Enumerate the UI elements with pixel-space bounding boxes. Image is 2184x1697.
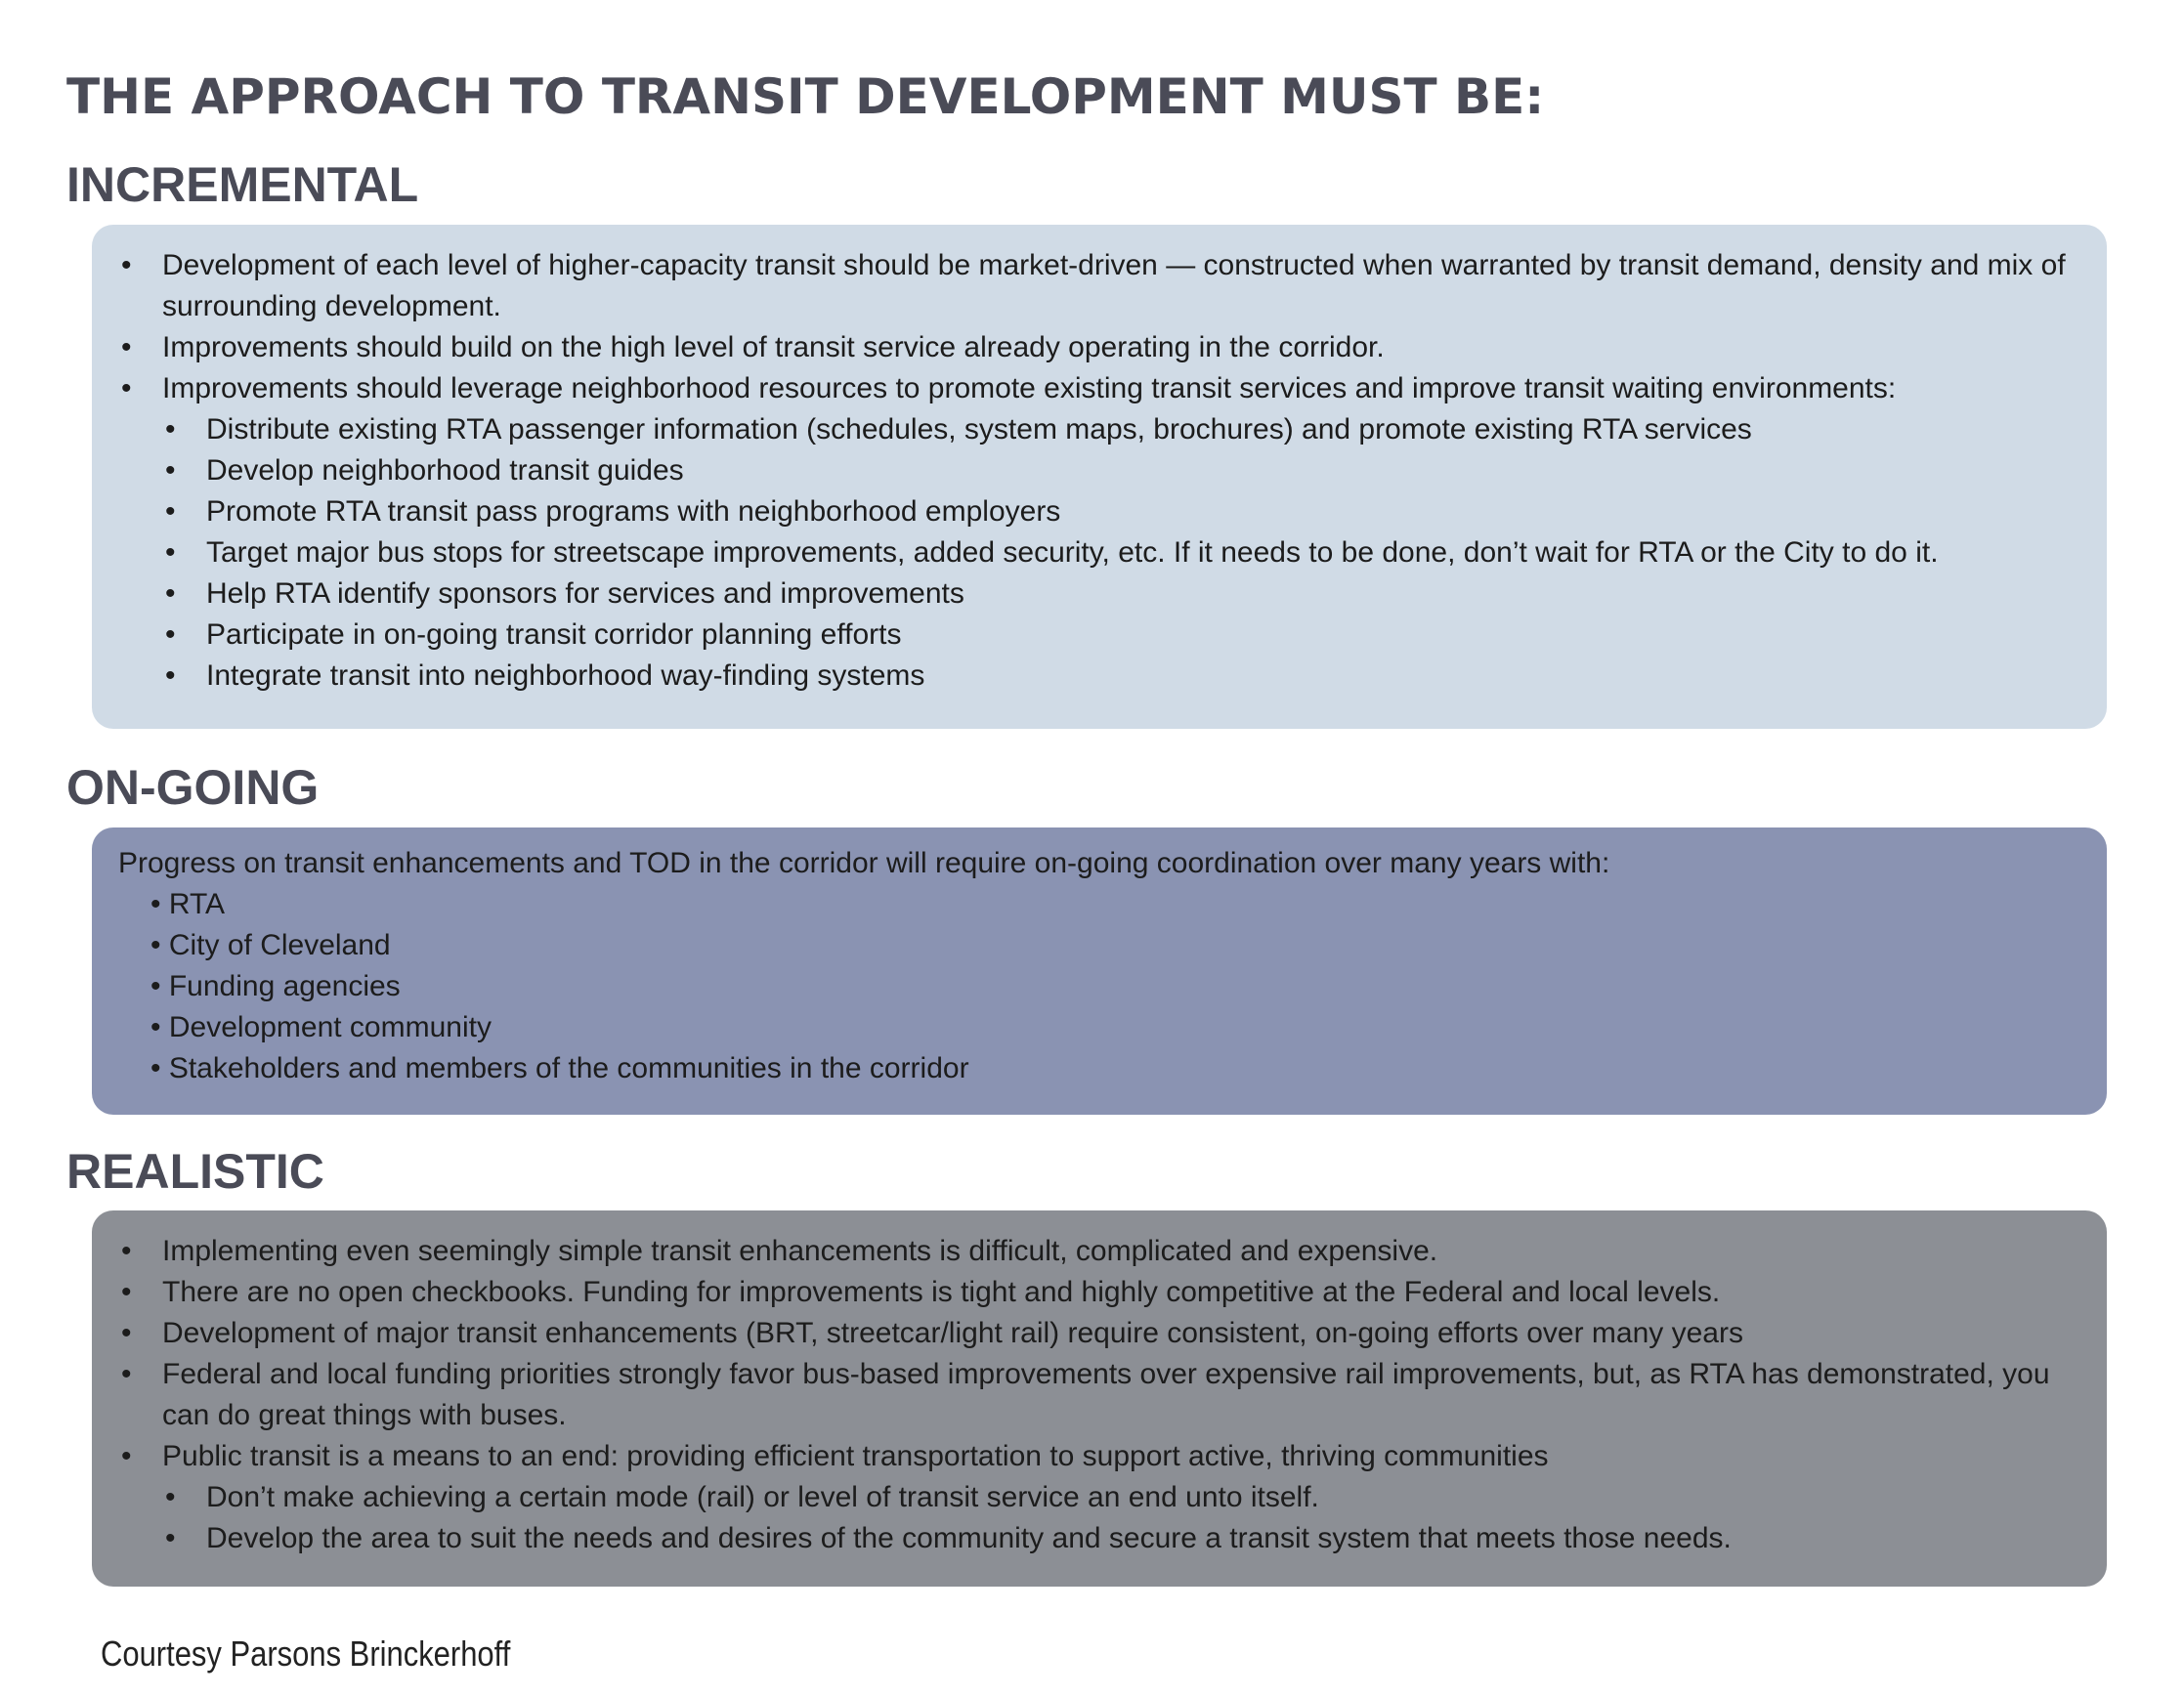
ongoing-list-item: • Development community [150, 1011, 492, 1043]
bullet-icon: • [165, 495, 176, 528]
ongoing-list [150, 884, 969, 1089]
list-item-text: There are no open checkbooks. Funding for improvements is tight and highly competitive at the Federal and local levels. [162, 1276, 1721, 1308]
section-heading-realistic: REALISTIC [66, 1144, 324, 1199]
bullet-icon: • [121, 1276, 132, 1308]
incremental-list-item [92, 491, 2095, 532]
realistic-list-item [92, 1477, 2095, 1518]
ongoing-list-item: • Funding agencies [150, 970, 401, 1002]
bullet-icon: • [121, 372, 132, 404]
list-item-text: Public transit is a means to an end: providing efficient transportation to support active, thriving communities [162, 1440, 1549, 1472]
bullet-icon: • [165, 618, 176, 651]
incremental-list-item [92, 450, 2095, 491]
incremental-list-item [92, 573, 2095, 615]
ongoing-intro: Progress on transit enhancements and TOD in the corridor will require on-going coordination over many years with: [118, 847, 1610, 879]
realistic-list-item [92, 1436, 2095, 1477]
list-item-text: Implementing even seemingly simple transit enhancements is difficult, complicated and expensive. [162, 1235, 1438, 1267]
list-item-text: Development of major transit enhancements (BRT, streetcar/light rail) require consistent, on-going efforts over many years [162, 1317, 1743, 1349]
ongoing-list-item: • Stakeholders and members of the communities in the corridor [150, 1052, 969, 1084]
bullet-icon: • [165, 454, 176, 487]
realistic-list [121, 1231, 2095, 1559]
realistic-list-item [92, 1272, 2095, 1313]
ongoing-list-item: • City of Cleveland [150, 929, 391, 961]
bullet-icon: • [121, 1317, 132, 1349]
list-item-text: Promote RTA transit pass programs with neighborhood employers [206, 495, 1061, 528]
list-item-text: Development of each level of higher-capacity transit should be market-driven — constructed when warranted by transit demand, density and mix of surrounding development. [162, 249, 2066, 322]
realistic-list-item [92, 1231, 2095, 1272]
ongoing-panel [92, 827, 2107, 1115]
list-item-text: Target major bus stops for streetscape improvements, added security, etc. If it needs to be done, don’t wait for RTA or the City to do it. [206, 536, 1939, 569]
realistic-panel [92, 1210, 2107, 1587]
realistic-list-item [92, 1518, 2095, 1559]
list-item-text: Participate in on-going transit corridor planning efforts [206, 618, 902, 651]
incremental-list [121, 245, 2095, 697]
realistic-list-item [92, 1354, 2095, 1436]
bullet-icon: • [165, 577, 176, 610]
list-item-text: Develop neighborhood transit guides [206, 454, 684, 487]
list-item-text: Develop the area to suit the needs and desires of the community and secure a transit system that meets those needs. [206, 1522, 1732, 1554]
list-item-text: Integrate transit into neighborhood way-finding systems [206, 659, 925, 692]
incremental-list-item [92, 532, 2095, 573]
bullet-icon: • [165, 659, 176, 692]
bullet-icon: • [121, 1440, 132, 1472]
incremental-list-item [92, 656, 2095, 697]
realistic-list-item [92, 1313, 2095, 1354]
bullet-icon: • [121, 1235, 132, 1267]
section-heading-ongoing: ON-GOING [66, 760, 320, 815]
bullet-icon: • [165, 1481, 176, 1513]
incremental-list-item [92, 368, 2095, 409]
list-item-text: Federal and local funding priorities strongly favor bus-based improvements over expensive rail improvements, but, as RTA has demonstrated, you can do great things with buses. [162, 1358, 2050, 1431]
list-item-text: Improvements should leverage neighborhood resources to promote existing transit services and improve transit waiting environments: [162, 372, 1897, 404]
list-item-text: Improvements should build on the high level of transit service already operating in the corridor. [162, 331, 1385, 363]
image-credit: Courtesy Parsons Brinckerhoff [101, 1633, 511, 1674]
incremental-list-item [92, 615, 2095, 656]
ongoing-list-item: • RTA [150, 888, 226, 920]
bullet-icon: • [165, 1522, 176, 1554]
incremental-list-item [92, 327, 2095, 368]
section-heading-incremental: INCREMENTAL [66, 157, 419, 212]
list-item-text: Distribute existing RTA passenger information (schedules, system maps, brochures) and promote existing RTA services [206, 413, 1752, 445]
bullet-icon: • [165, 536, 176, 569]
bullet-icon: • [165, 413, 176, 445]
incremental-panel [92, 225, 2107, 729]
list-item-text: Help RTA identify sponsors for services and improvements [206, 577, 964, 610]
list-item-text: Don’t make achieving a certain mode (rail) or level of transit service an end unto itself. [206, 1481, 1319, 1513]
bullet-icon: • [121, 249, 132, 281]
page-title: THE APPROACH TO TRANSIT DEVELOPMENT MUST BE: [66, 68, 1545, 125]
bullet-icon: • [121, 1358, 132, 1390]
incremental-list-item [92, 245, 2095, 327]
bullet-icon: • [121, 331, 132, 363]
incremental-list-item [92, 409, 2095, 450]
